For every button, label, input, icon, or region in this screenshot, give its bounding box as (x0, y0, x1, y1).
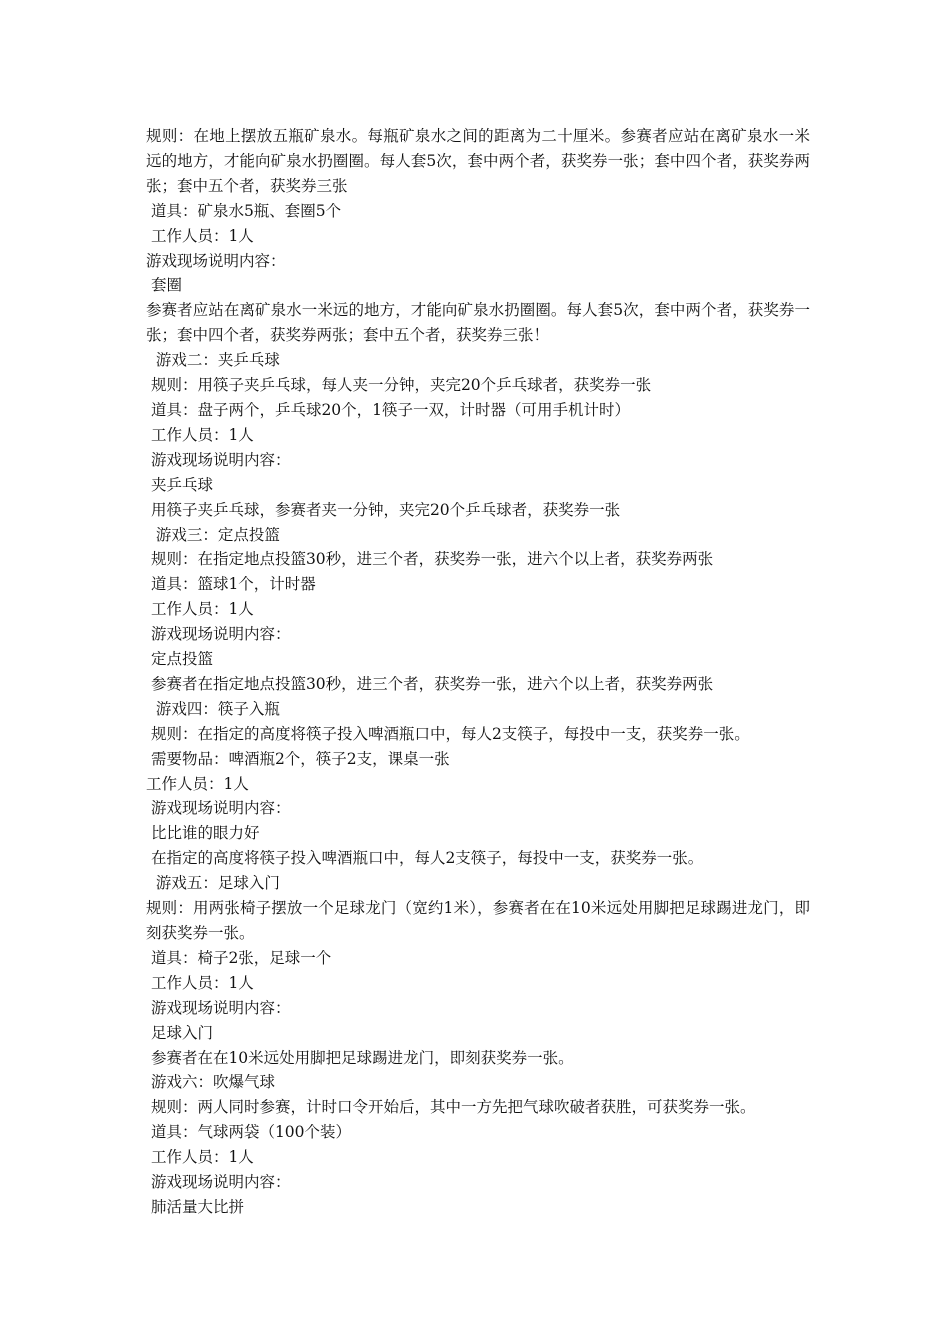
onsite-title-game-5: 足球入门 (146, 1023, 213, 1042)
staff-game-3: 工作人员：1人 (146, 600, 254, 619)
props-game-6: 道具：气球两袋（100个装） (146, 1123, 352, 1142)
rules-game-4: 规则：在指定的高度将筷子投入啤酒瓶口中，每人2支筷子，每投中一支，获奖券一张。 (146, 724, 750, 743)
rules-game-3: 规则：在指定地点投篮30秒，进三个者，获奖券一张，进六个以上者，获奖券两张 (146, 550, 714, 569)
onsite-heading-game-2: 游戏现场说明内容： (146, 450, 291, 469)
staff-game-6: 工作人员：1人 (146, 1148, 254, 1167)
rules-game-6: 规则：两人同时参赛，计时口令开始后，其中一方先把气球吹破者获胜，可获奖券一张。 (146, 1098, 756, 1117)
game-6-heading: 游戏六：吹爆气球 (146, 1073, 275, 1092)
onsite-heading-game-6: 游戏现场说明内容： (146, 1173, 291, 1192)
onsite-heading-ring-toss: 游戏现场说明内容： (146, 251, 286, 270)
items-game-4: 需要物品：啤酒瓶2个，筷子2支，课桌一张 (146, 749, 450, 768)
game-5-heading: 游戏五：足球入门 (146, 874, 280, 893)
onsite-desc-game-3: 参赛者在指定地点投篮30秒，进三个者，获奖券一张，进六个以上者，获奖券两张 (146, 674, 714, 693)
props-game-3: 道具：篮球1个，计时器 (146, 575, 316, 594)
staff-game-2: 工作人员：1人 (146, 425, 254, 444)
onsite-title-game-2: 夹乒乓球 (146, 475, 213, 494)
onsite-desc-game-4: 在指定的高度将筷子投入啤酒瓶口中，每人2支筷子，每投中一支，获奖券一张。 (146, 849, 704, 868)
game-4-heading: 游戏四：筷子入瓶 (146, 699, 280, 718)
props-game-5: 道具：椅子2张，足球一个 (146, 948, 332, 967)
onsite-heading-game-5: 游戏现场说明内容： (146, 998, 291, 1017)
rules-game-5: 规则：用两张椅子摆放一个足球龙门（宽约1米），参赛者在在10米远处用脚把足球踢进龙门，即刻获奖券一张。 (146, 899, 810, 942)
rules-game-2: 规则：用筷子夹乒乓球，每人夹一分钟，夹完20个乒乓球者，获奖券一张 (146, 376, 652, 395)
onsite-title-game-3: 定点投篮 (146, 650, 213, 669)
onsite-desc-game-2: 用筷子夹乒乓球，参赛者夹一分钟，夹完20个乒乓球者，获奖券一张 (146, 500, 621, 519)
staff-game-4: 工作人员：1人 (146, 774, 249, 793)
game-3-heading: 游戏三：定点投篮 (146, 525, 280, 544)
props-ring-toss: 道具：矿泉水5瓶、套圈5个 (146, 201, 342, 220)
game-2-heading: 游戏二：夹乒乓球 (146, 351, 280, 370)
rules-ring-toss: 规则：在地上摆放五瓶矿泉水。每瓶矿泉水之间的距离为二十厘米。参赛者应站在离矿泉水一米远的地方，才能向矿泉水扔圈圈。每人套5次，套中两个者，获奖券一张；套中四个者，获奖券两张；套中五个者，获奖券三张 (146, 127, 810, 195)
onsite-title-game-6: 肺活量大比拼 (146, 1197, 244, 1216)
onsite-desc-ring-toss: 参赛者应站在离矿泉水一米远的地方，才能向矿泉水扔圈圈。每人套5次，套中两个者，获奖券一张；套中四个者，获奖券两张；套中五个者，获奖券三张！ (146, 301, 810, 345)
onsite-desc-game-5: 参赛者在在10米远处用脚把足球踢进龙门，即刻获奖券一张。 (146, 1048, 574, 1067)
props-game-2: 道具：盘子两个，乒乓球20个，1筷子一双，计时器（可用手机计时） (146, 400, 631, 419)
onsite-heading-game-3: 游戏现场说明内容： (146, 625, 291, 644)
onsite-title-game-4: 比比谁的眼力好 (146, 824, 260, 843)
onsite-heading-game-4: 游戏现场说明内容： (146, 799, 291, 818)
onsite-title-ring-toss: 套圈 (146, 276, 182, 295)
staff-game-5: 工作人员：1人 (146, 973, 254, 992)
document-body (146, 124, 810, 1220)
staff-ring-toss: 工作人员：1人 (146, 226, 254, 245)
